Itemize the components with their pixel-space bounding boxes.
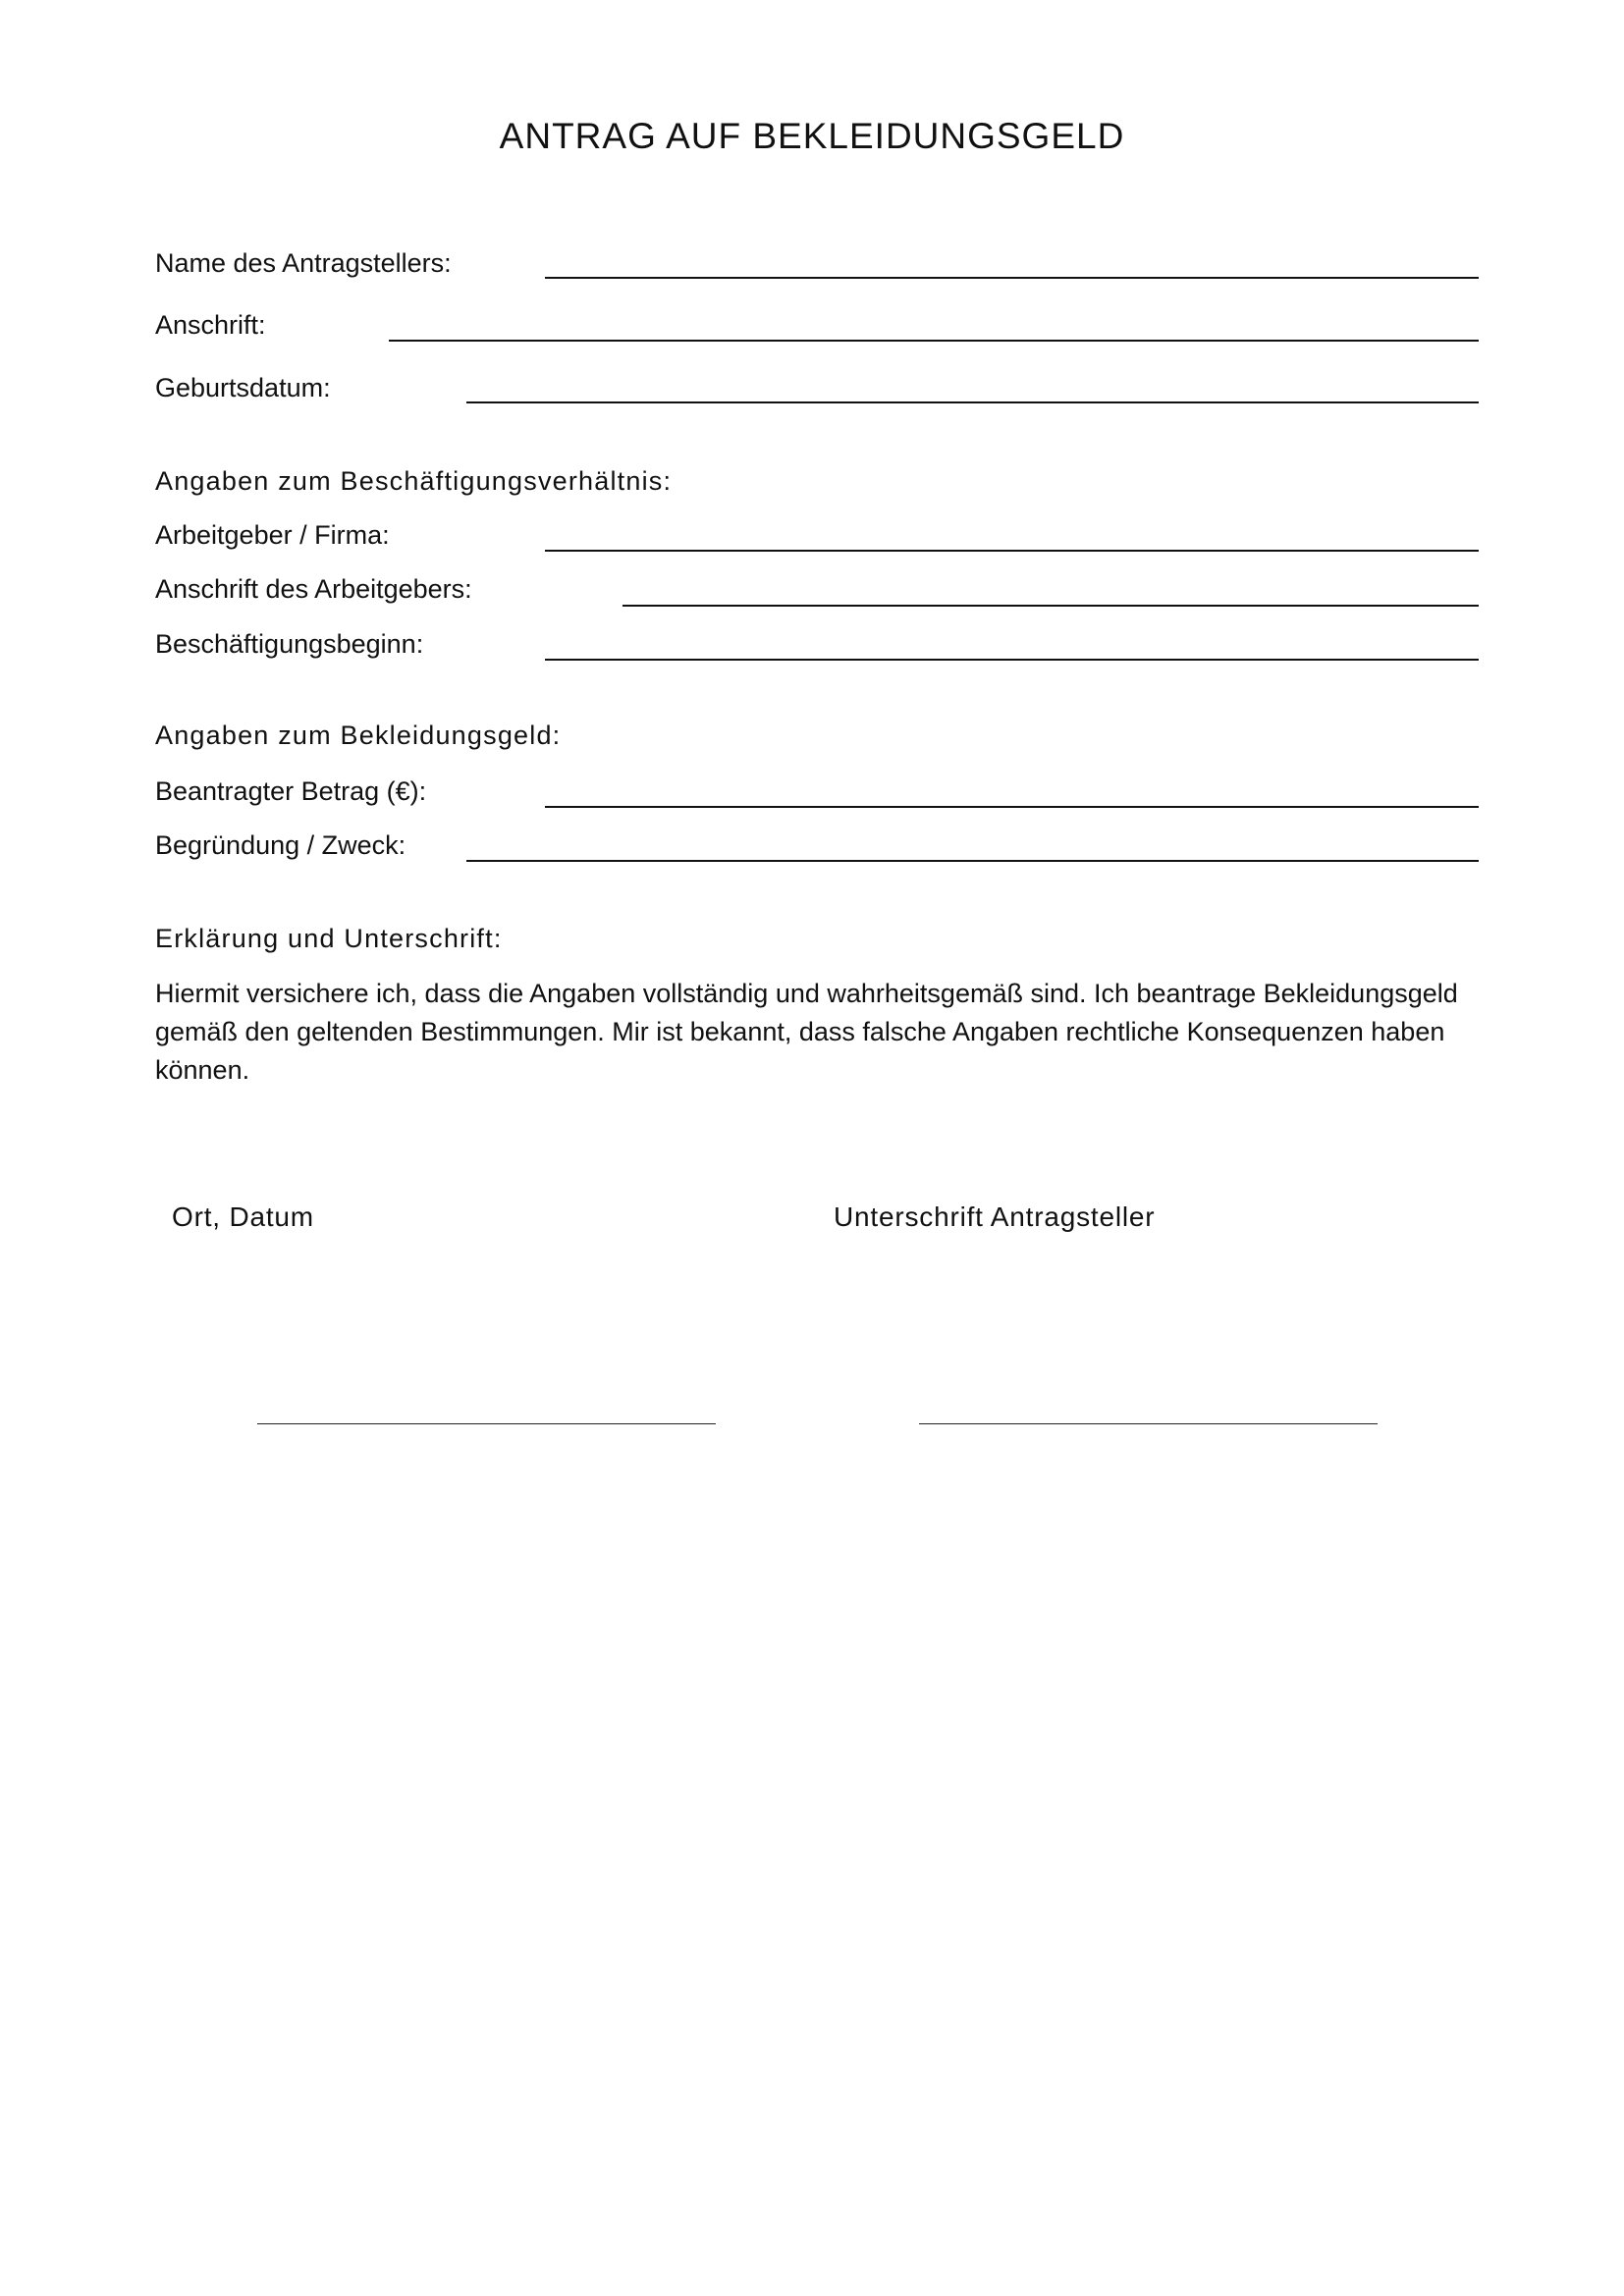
employer-label: Arbeitgeber / Firma: [155, 520, 390, 550]
applicant-address-field[interactable] [389, 340, 1479, 342]
declaration-heading: Erklärung und Unterschrift: [155, 924, 503, 953]
document-title: ANTRAG AUF BEKLEIDUNGSGELD [499, 116, 1125, 156]
reason-label: Begründung / Zweck: [155, 830, 406, 860]
amount-label: Beantragter Betrag (€): [155, 776, 427, 806]
place-date-label: Ort, Datum [172, 1201, 314, 1232]
signature-label: Unterschrift Antragsteller [834, 1201, 1156, 1232]
amount-field[interactable] [545, 806, 1479, 808]
applicant-name-field[interactable] [545, 277, 1479, 279]
applicant-address-label: Anschrift: [155, 310, 266, 340]
employment-section-heading: Angaben zum Beschäftigungsverhältnis: [155, 466, 673, 496]
reason-field[interactable] [466, 860, 1479, 862]
signature-field[interactable] [919, 1423, 1378, 1424]
birthdate-field[interactable] [466, 401, 1479, 403]
employer-address-label: Anschrift des Arbeitgebers: [155, 574, 472, 604]
employment-start-field[interactable] [545, 659, 1479, 661]
employer-address-field[interactable] [623, 605, 1479, 607]
declaration-text: Hiermit versichere ich, dass die Angaben vollständig und wahrheitsgemäß sind. Ich beantrage Bekleidungsgeld gemäß den geltenden Bestimmungen. Mir ist bekannt, dass falsche Angaben rechtliche Konsequenzen haben können. [155, 979, 1458, 1085]
birthdate-label: Geburtsdatum: [155, 373, 331, 402]
applicant-name-label: Name des Antragstellers: [155, 248, 452, 278]
employment-start-label: Beschäftigungsbeginn: [155, 629, 424, 659]
allowance-section-heading: Angaben zum Bekleidungsgeld: [155, 721, 562, 750]
place-date-field[interactable] [257, 1423, 716, 1424]
employer-field[interactable] [545, 550, 1479, 552]
